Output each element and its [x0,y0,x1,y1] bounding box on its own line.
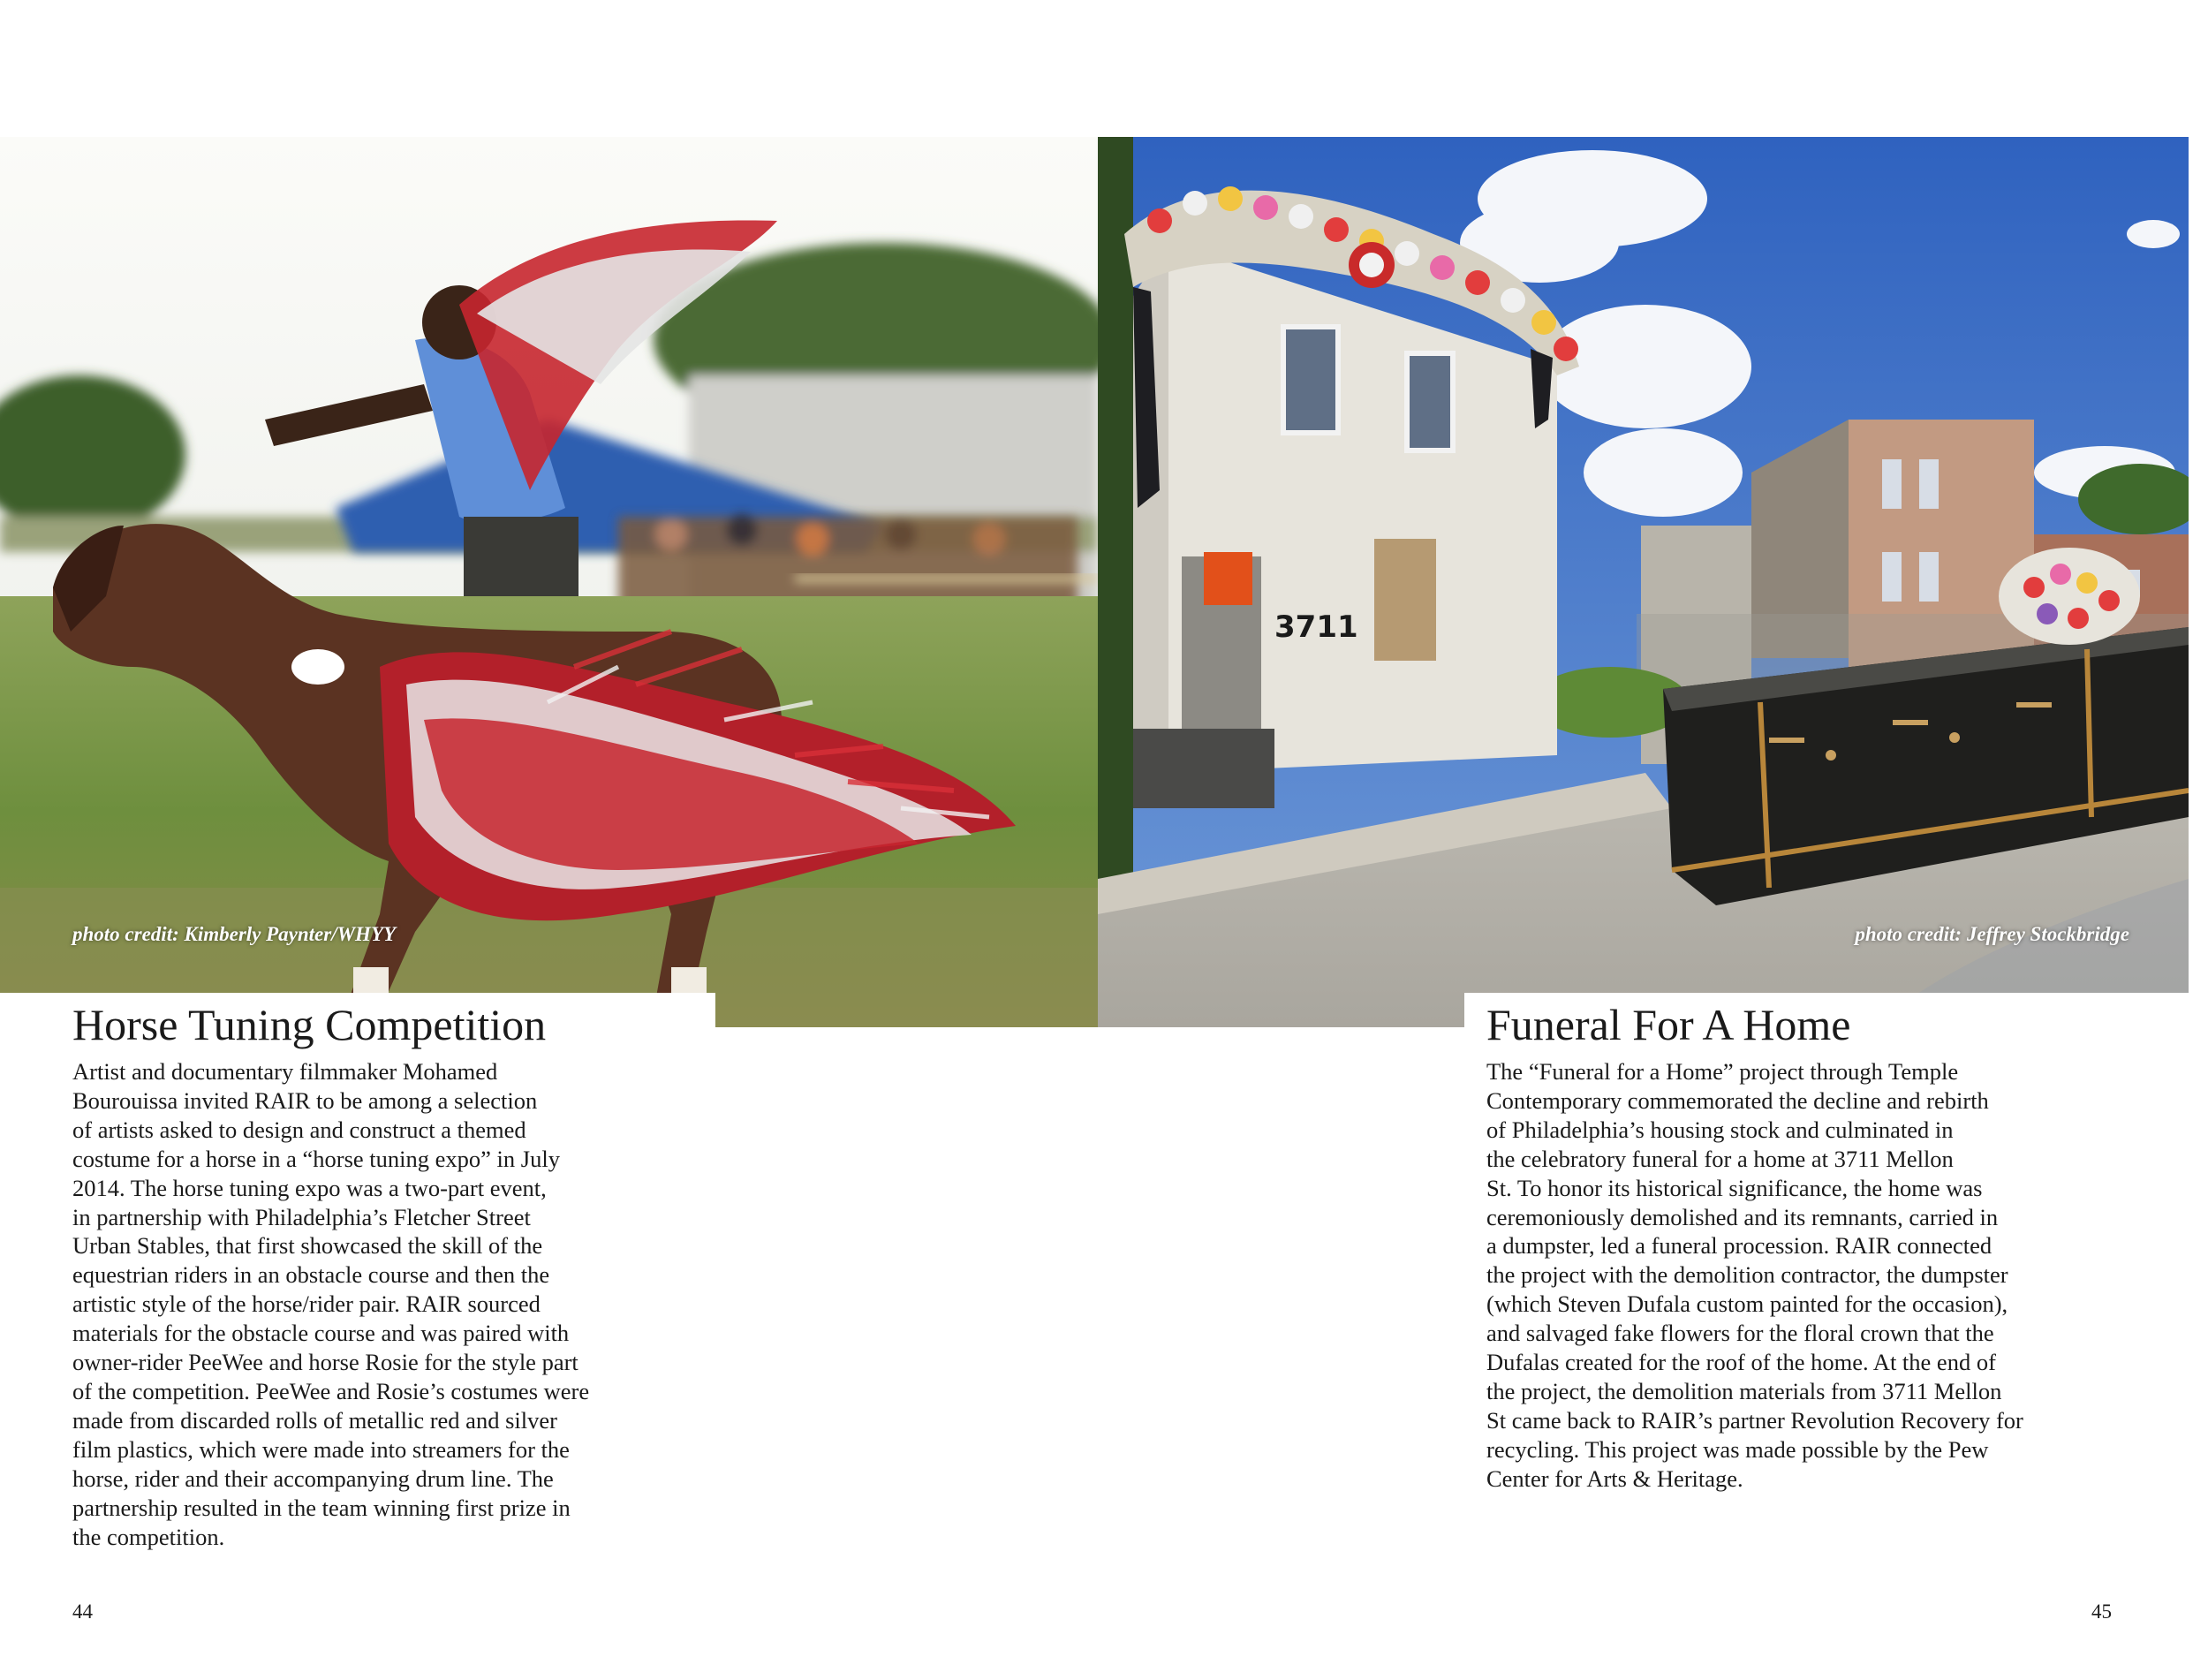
body-line: horse, rider and their accompanying drum line. The [72,1464,554,1492]
body-line: recycling. This project was made possible by the Pew [1486,1435,1989,1463]
body-line: (which Steven Dufala custom painted for the occasion), [1486,1290,2008,1318]
body-line: Bourouissa invited RAIR to be among a selection [72,1086,538,1114]
body-line: made from discarded rolls of metallic red and silver [72,1406,557,1434]
body-line: St. To honor its historical significance, the home was [1486,1174,1983,1201]
funeral-home-photo [1098,137,2189,1027]
body-line: costume for a horse in a “horse tuning expo” in July [72,1145,560,1172]
body-line: Center for Arts & Heritage. [1486,1464,1743,1492]
body-line: Contemporary commemorated the decline and rebirth [1486,1086,1989,1114]
body-line: artistic style of the horse/rider pair. RAIR sourced [72,1290,541,1318]
photo-credit-right: photo credit: Jeffrey Stockbridge [1855,923,2129,945]
article-body-funeral-for-a-home [1486,1057,2140,1494]
body-line: Artist and documentary filmmaker Mohamed [72,1058,498,1085]
body-line: 2014. The horse tuning expo was a two-part event, [72,1174,547,1201]
house-photo-illustration [1098,137,2189,1027]
horse-competition-photo [0,137,1098,1027]
body-line: in partnership with Philadelphia’s Fletcher Street [72,1203,531,1230]
house-number-text: 3711 [1274,609,1358,645]
horse-photo-illustration [0,137,1098,1027]
body-line: the celebratory funeral for a home at 3711 Mellon [1486,1145,1954,1172]
body-line: St came back to RAIR’s partner Revolution Recovery for [1486,1406,2023,1434]
body-line: the competition. [72,1523,225,1550]
body-line: Urban Stables, that first showcased the skill of the [72,1232,543,1260]
body-line: of the competition. PeeWee and Rosie’s costumes were [72,1377,590,1404]
body-line: materials for the obstacle course and was paired with [72,1320,570,1347]
page-number-right: 45 [2091,1601,2112,1623]
body-line: owner-rider PeeWee and horse Rosie for the style part [72,1349,578,1376]
body-line: equestrian riders in an obstacle course and then the [72,1261,550,1289]
body-line: the project with the demolition contractor, the dumpster [1486,1261,2008,1289]
body-line: a dumpster, led a funeral procession. RAIR connected [1486,1232,1992,1260]
body-line: Dufalas created for the roof of the home. At the end of [1486,1349,1996,1376]
body-line: The “Funeral for a Home” project through Temple [1486,1058,1959,1085]
body-line: the project, the demolition materials from 3711 Mellon [1486,1377,2002,1404]
body-line: of artists asked to design and construct a themed [72,1116,526,1143]
photo-credit-left: photo credit: Kimberly Paynter/WHYY [72,923,397,945]
body-line: partnership resulted in the team winning first prize in [72,1494,571,1521]
page-number-left: 44 [72,1601,93,1623]
article-title-horse-tuning: Horse Tuning Competition [72,1000,547,1049]
body-line: of Philadelphia’s housing stock and culminated in [1486,1116,1954,1143]
body-line: and salvaged fake flowers for the floral crown that the [1486,1320,1994,1347]
article-title-funeral-for-a-home: Funeral For A Home [1486,1000,1851,1049]
body-line: film plastics, which were made into streamers for the [72,1435,570,1463]
article-body-horse-tuning [72,1057,708,1551]
body-line: ceremoniously demolished and its remnants, carried in [1486,1203,1999,1230]
